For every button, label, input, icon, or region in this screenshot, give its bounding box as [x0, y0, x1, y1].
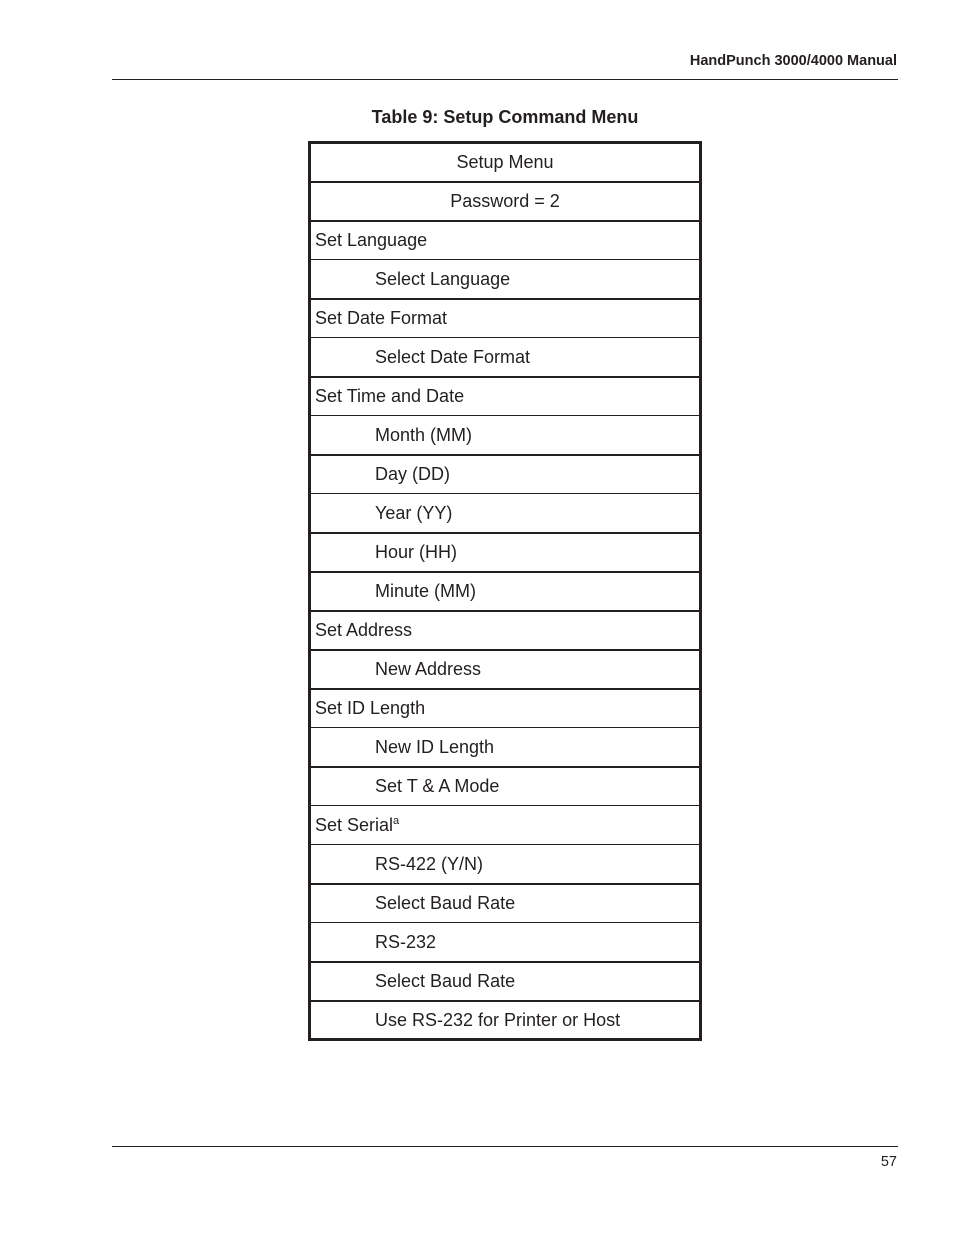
table-row	[310, 455, 701, 494]
page-number: 57	[880, 1154, 897, 1170]
submenu-item: Year (YY)	[310, 494, 701, 533]
header-rule	[112, 79, 898, 80]
submenu-item: Hour (HH)	[310, 533, 701, 572]
submenu-item: Set T & A Mode	[310, 767, 701, 806]
table-row	[310, 572, 701, 611]
table-row	[310, 923, 701, 962]
menu-item: Set Time and Date	[310, 377, 701, 416]
password-cell: Password = 2	[310, 182, 701, 221]
table-row	[310, 962, 701, 1001]
submenu-item: RS-232	[310, 923, 701, 962]
table-row	[310, 884, 701, 923]
menu-item	[310, 806, 701, 845]
footer-rule	[112, 1146, 898, 1147]
menu-item-label: Set Serial	[315, 815, 394, 835]
manual-title: HandPunch 3000/4000 Manual	[689, 53, 897, 69]
table-row	[310, 689, 701, 728]
menu-item: Set Date Format	[310, 299, 701, 338]
table-row	[310, 806, 701, 845]
table-row	[310, 845, 701, 884]
footnote-marker: a	[393, 815, 400, 827]
table-row	[310, 143, 701, 182]
table-row	[310, 767, 701, 806]
table-row	[310, 377, 701, 416]
submenu-item: New Address	[310, 650, 701, 689]
submenu-item: Select Language	[310, 260, 701, 299]
table-row	[310, 221, 701, 260]
submenu-item: Use RS-232 for Printer or Host	[310, 1001, 701, 1040]
submenu-item: Select Baud Rate	[310, 962, 701, 1001]
table-row	[310, 533, 701, 572]
table-row	[310, 182, 701, 221]
table-row	[310, 728, 701, 767]
table-heading: Setup Menu	[310, 143, 701, 182]
table-row	[310, 650, 701, 689]
submenu-item: Day (DD)	[310, 455, 701, 494]
submenu-item: Select Baud Rate	[310, 884, 701, 923]
table-row	[310, 338, 701, 377]
table-caption: Table 9: Setup Command Menu	[371, 107, 639, 127]
table-row	[310, 611, 701, 650]
table-row	[310, 260, 701, 299]
submenu-item: Month (MM)	[310, 416, 701, 455]
table-row	[310, 299, 701, 338]
table-row	[310, 494, 701, 533]
table-row	[310, 416, 701, 455]
submenu-item: New ID Length	[310, 728, 701, 767]
table-row	[310, 1001, 701, 1040]
setup-command-menu-table	[308, 141, 702, 1041]
menu-item: Set Language	[310, 221, 701, 260]
menu-item: Set ID Length	[310, 689, 701, 728]
submenu-item: RS-422 (Y/N)	[310, 845, 701, 884]
menu-item: Set Address	[310, 611, 701, 650]
submenu-item: Select Date Format	[310, 338, 701, 377]
submenu-item: Minute (MM)	[310, 572, 701, 611]
